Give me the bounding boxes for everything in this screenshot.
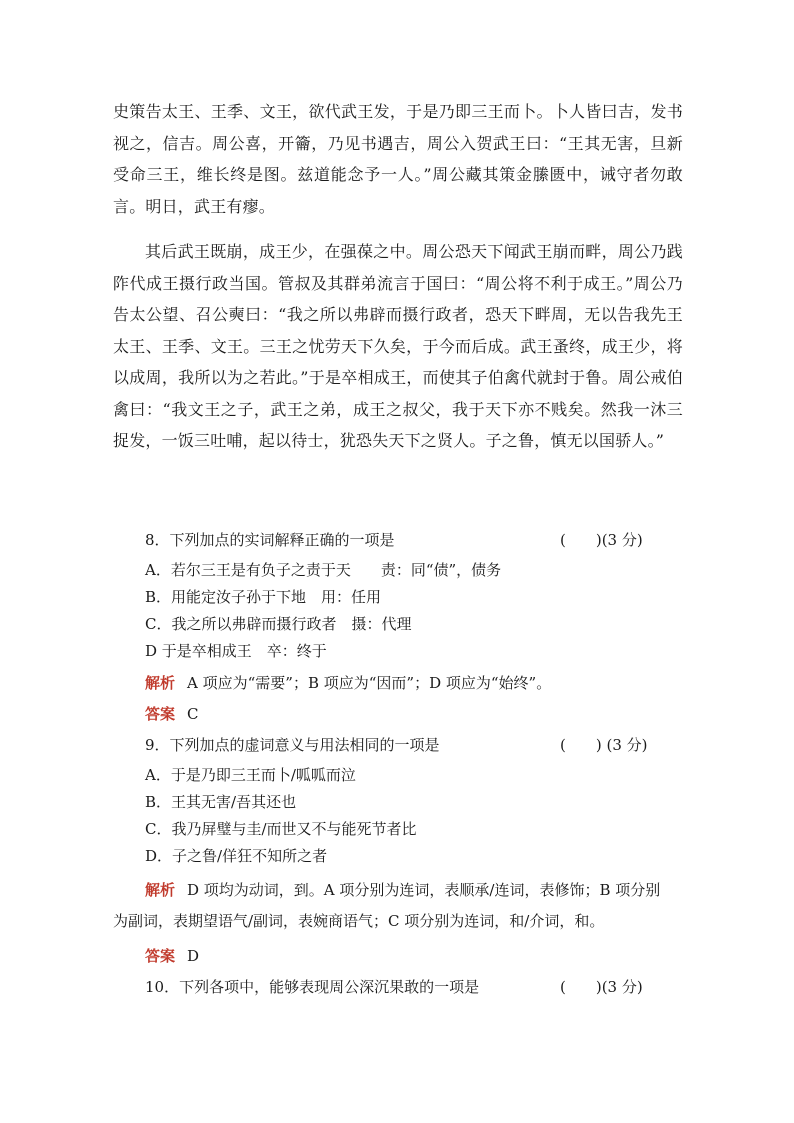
question-8-option-a: A．若尔三王是有负子之责于天 责：同“债”，债务 <box>145 561 502 579</box>
question-9-option-b: B．王其无害/吾其还也 <box>145 793 297 811</box>
question-9-stem: 9．下列加点的虚词意义与用法相同的一项是 <box>145 736 440 754</box>
answer-value: C <box>187 705 199 723</box>
question-8-analysis <box>145 672 705 694</box>
question-8-option-d: D 于是卒相成王 卒：终于 <box>145 642 327 660</box>
question-9-option-c: C．我乃屏璧与圭/而世又不与能死节者比 <box>145 820 417 838</box>
answer-label: 答案 <box>145 705 176 723</box>
question-10 <box>145 976 705 998</box>
analysis-text: D 项均为动词，到。A 项分别为连词，表顺承/连词，表修饰；B 项分别为副词，表期望语气/副词，表婉商语气；C 项分别为连词，和/介词，和。 <box>113 881 661 930</box>
question-8-answer <box>145 703 705 725</box>
analysis-text: A 项应为“需要”；B 项应为“因而”；D 项应为“始终”。 <box>187 674 552 692</box>
question-8 <box>145 529 705 551</box>
analysis-label: 解析 <box>145 881 176 899</box>
question-8-score: ( )(3 分) <box>560 531 643 549</box>
question-8-stem: 8．下列加点的实词解释正确的一项是 <box>145 531 395 549</box>
question-9-score: ( ) (3 分) <box>560 736 648 754</box>
question-10-stem: 10．下列各项中，能够表现周公深沉果敢的一项是 <box>145 978 480 996</box>
passage-paragraph-2: 其后武王既崩，成王少，在强葆之中。周公恐天下闻武王崩而畔，周公乃践阼代成王摄行政当国。管叔及其群弟流言于国曰：“周公将不利于成王。”周公乃告太公望、召公奭曰：“我之所以弗辟而摄行政者，恐天下畔周，无以告我先王太王、王季、文王。三王之忧劳天下久矣，于今而后成。武王蚤终，成王少，将以成周，我所以为之若此。”于是卒相成王，而使其子伯禽代就封于鲁。周公戒伯禽曰：“我文王之子，武王之弟，成王之叔父，我于天下亦不贱矣。然我一沐三捉发，一饭三吐哺，起以待士，犹恐失天下之贤人。子之鲁，慎无以国骄人。” <box>113 242 683 450</box>
question-9-answer <box>145 945 705 967</box>
question-8-option-c: C．我之所以弗辟而摄行政者 摄：代理 <box>145 615 412 633</box>
question-9-option-d: D．子之鲁/佯狂不知所之者 <box>145 847 328 865</box>
question-9 <box>145 734 705 756</box>
answer-label: 答案 <box>145 947 176 965</box>
passage-paragraph-1: 史策告太王、王季、文王，欲代武王发，于是乃即三王而卜。卜人皆曰吉，发书视之，信吉。周公喜，开籥，乃见书遇吉，周公入贺武王曰：“王其无害，旦新受命三王，维长终是图。兹道能念予一人。”周公藏其策金縢匮中，诫守者勿敢言。明日，武王有瘳。 <box>113 102 683 216</box>
question-8-option-b: B．用能定汝子孙于下地 用：任用 <box>145 588 382 606</box>
analysis-label: 解析 <box>145 674 176 692</box>
answer-value: D <box>187 947 200 965</box>
question-9-analysis <box>113 875 673 937</box>
question-9-option-a: A．于是乃即三王而卜/呱呱而泣 <box>145 766 356 784</box>
question-10-score: ( )(3 分) <box>560 978 643 996</box>
